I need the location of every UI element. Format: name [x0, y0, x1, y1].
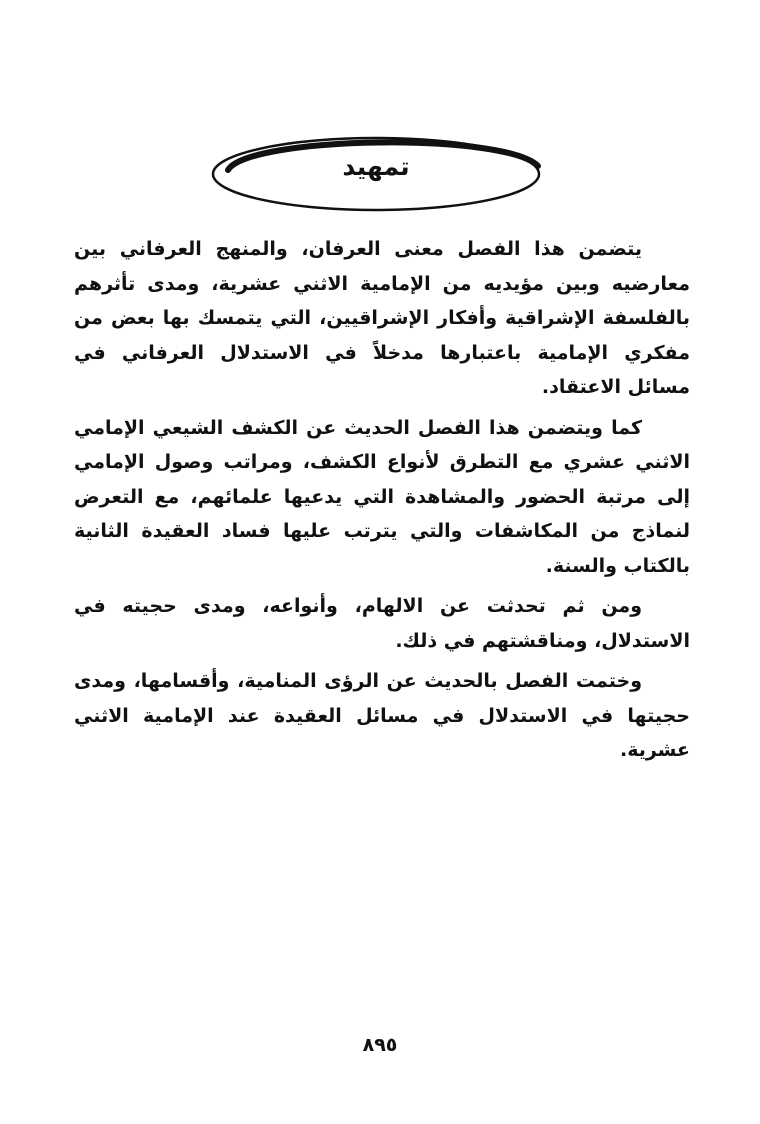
paragraph-2: كما ويتضمن هذا الفصل الحديث عن الكشف الشيعي الإمامي الاثني عشري مع التطرق لأنواع الكشف، ومراتب وصول الإمامي إلى مرتبة الحضور والمشاهدة التي يدعيها علمائهم، مع التعرض لنماذج من المكاشفات والتي يترتب عليها فساد العقيدة الثانية بالكتاب والسنة.: [74, 416, 690, 577]
page-number: ٨٩٥: [362, 1034, 398, 1056]
paragraph-4: وختمت الفصل بالحديث عن الرؤى المنامية، وأقسامها، ومدى حجيتها في الاستدلال في مسائل العقيدة عند الإمامية الاثني عشرية.: [74, 670, 690, 761]
paragraph-3: ومن ثم تحدثت عن الالهام، وأنواعه، ومدى حجيته في الاستدلال، ومناقشتهم في ذلك.: [74, 595, 690, 652]
chapter-title: تمهيد: [342, 152, 410, 181]
chapter-intro-body: [74, 232, 690, 774]
paragraph-1: يتضمن هذا الفصل معنى العرفان، والمنهج العرفاني بين معارضيه وبين مؤيديه من الإمامية الاثني عشرية، ومدى تأثرهم بالفلسفة الإشراقية وأفكار الإشراقيين، التي يتمسك بها بعض من مفكري الإمامية باعتبارها مدخلاً في الاستدلال العرفاني في مسائل الاعتقاد.: [74, 238, 690, 398]
chapter-heading-frame: [208, 130, 544, 216]
